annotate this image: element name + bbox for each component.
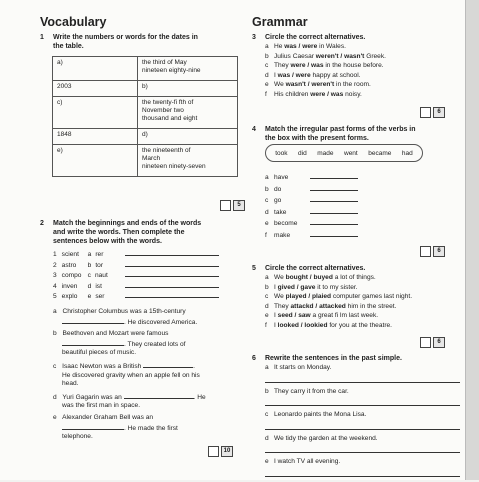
table-cell[interactable]: the twenty-fi fth of November two thousand and eight xyxy=(138,97,238,129)
match-letter: e xyxy=(87,293,92,300)
table-cell[interactable]: the third of May nineteen eighty-nine xyxy=(138,57,238,81)
sentence-text: . He discovered America. xyxy=(124,318,198,326)
alternative-item xyxy=(265,284,412,294)
sentence-text: noisy. xyxy=(343,90,362,98)
answer-line[interactable] xyxy=(124,392,194,399)
rewrite-answer-line[interactable] xyxy=(265,396,460,406)
item-letter: e xyxy=(265,81,269,89)
rewrite-answer-line[interactable] xyxy=(265,443,460,453)
item-letter: a xyxy=(265,174,269,181)
alternatives-choice[interactable]: bought / buyed xyxy=(285,274,333,281)
score-box-3: 6 xyxy=(420,107,445,117)
rewrite-answer-line[interactable] xyxy=(265,420,460,430)
verb-item xyxy=(265,184,358,196)
question-4-instruction: 4 Match the irregular past forms of the verbs in the box with the present forms. xyxy=(252,126,416,142)
sentence-text: Christopher Columbus was a 15th-century xyxy=(60,308,186,315)
word-beginning: explo xyxy=(61,293,78,300)
item-letter: c xyxy=(53,362,57,370)
sentence-text: Leonardo paints the Mona Lisa. xyxy=(274,411,367,418)
sentence-text: They xyxy=(274,62,291,70)
alternative-item xyxy=(265,293,412,303)
alternative-item xyxy=(265,72,386,82)
match-row xyxy=(53,291,219,302)
sentence-list xyxy=(53,308,206,445)
question-3-list xyxy=(265,43,386,101)
alternatives-choice[interactable]: was / were xyxy=(284,43,318,50)
match-letter: a xyxy=(87,251,92,258)
item-letter: f xyxy=(265,90,267,98)
sentence-item xyxy=(53,414,206,442)
table-row xyxy=(53,97,238,129)
word-ending: tor xyxy=(95,261,104,269)
sentence-text: it to my sister. xyxy=(315,283,358,291)
alternative-item xyxy=(265,53,386,63)
item-letter: c xyxy=(265,411,269,418)
sentence-text: Julius Caesar xyxy=(274,52,316,60)
match-list xyxy=(53,249,219,302)
sentence-text: I watch TV all evening. xyxy=(274,458,341,465)
item-letter: b xyxy=(265,387,269,395)
alternatives-choice[interactable]: looked / lookied xyxy=(277,321,328,329)
sentence-item xyxy=(53,392,206,411)
table-cell[interactable]: a) xyxy=(53,57,138,81)
sentence-text: . xyxy=(193,362,195,370)
verb-option: went xyxy=(344,149,358,157)
item-letter: d xyxy=(53,393,57,401)
alternative-item xyxy=(265,62,386,72)
word-beginning: astro xyxy=(61,261,77,269)
verb-item xyxy=(265,207,358,219)
question-1-instruction: 1 Write the numbers or words for the dates in the table. xyxy=(40,34,198,50)
verb-answer-line[interactable] xyxy=(310,230,358,237)
sentence-text: He xyxy=(274,43,285,50)
alternatives-choice[interactable]: was / were xyxy=(277,71,311,79)
sentence-text: . They created lots of xyxy=(124,340,186,348)
match-row xyxy=(53,249,219,260)
sentence-text: I xyxy=(274,321,278,329)
rewrite-item xyxy=(265,364,460,388)
sentence-text: him in the street. xyxy=(345,302,397,310)
score-input-1[interactable] xyxy=(220,200,231,211)
verb-present: do xyxy=(274,185,282,193)
alternatives-choice[interactable]: played / plaied xyxy=(285,293,332,301)
alternatives-choice[interactable]: weren't / wasn't xyxy=(315,52,365,60)
sentence-text: His children xyxy=(274,90,311,98)
item-letter: b xyxy=(53,330,57,338)
verb-item xyxy=(265,230,358,242)
match-number: 1 xyxy=(53,251,57,258)
sentence-text: telephone. xyxy=(62,433,93,441)
sentence-text: for you at the theatre. xyxy=(327,321,393,329)
verb-option: made xyxy=(317,149,334,157)
score-input-5[interactable] xyxy=(420,337,431,348)
sentence-item xyxy=(53,361,206,389)
alternatives-choice[interactable]: gived / gave xyxy=(277,283,316,291)
alternatives-choice[interactable]: wasn't / weren't xyxy=(285,81,335,89)
score-box-4: 6 xyxy=(420,246,445,256)
match-answer-line[interactable] xyxy=(125,270,219,277)
verb-present: make xyxy=(274,231,291,239)
verb-present: take xyxy=(274,208,287,216)
match-letter: c xyxy=(87,272,91,279)
sentence-text: They carry it from the car. xyxy=(274,387,349,395)
answer-line[interactable] xyxy=(62,339,124,346)
verb-present: go xyxy=(274,197,282,204)
item-letter: a xyxy=(265,274,269,281)
question-5-list xyxy=(265,274,412,332)
alternatives-choice[interactable]: seed / saw xyxy=(277,312,311,320)
match-answer-line[interactable] xyxy=(125,281,219,288)
sentence-text: Beethoven and Mozart were famous xyxy=(60,330,169,338)
sentence-text: We xyxy=(274,81,286,89)
table-cell[interactable]: d) xyxy=(138,129,238,145)
score-input-3[interactable] xyxy=(420,107,431,118)
alternative-item xyxy=(265,81,386,91)
grammar-heading: Grammar xyxy=(252,15,308,29)
match-number: 2 xyxy=(53,261,57,269)
verb-option: did xyxy=(298,149,307,157)
sentence-text: was the first man in space. xyxy=(62,402,141,410)
alternative-item xyxy=(265,303,412,313)
sentence-text: beautiful pieces of music. xyxy=(62,349,137,357)
alternatives-choice[interactable]: attackd / attacked xyxy=(290,302,346,310)
sentence-text: in Wales. xyxy=(317,43,346,50)
match-answer-line[interactable] xyxy=(125,249,219,256)
rewrite-item xyxy=(265,458,460,482)
answer-line[interactable] xyxy=(62,317,124,324)
alternative-item xyxy=(265,312,412,322)
sentence-text: It starts on Monday. xyxy=(274,364,332,371)
item-letter: b xyxy=(265,283,269,291)
sentence-text: I xyxy=(274,71,278,79)
match-row xyxy=(53,270,219,281)
page-edge xyxy=(465,0,479,480)
item-letter: e xyxy=(265,220,269,227)
table-row xyxy=(53,129,238,145)
sentence-text: I xyxy=(274,283,278,291)
item-letter: d xyxy=(265,302,269,310)
score-input-4[interactable] xyxy=(420,246,431,257)
question-5-instruction: 5 Circle the correct alternatives. xyxy=(252,265,366,272)
sentence-text: . He made the first xyxy=(124,424,178,432)
verb-answer-line[interactable] xyxy=(310,172,358,179)
sentence-text: We xyxy=(274,274,286,281)
word-ending: ser xyxy=(95,293,105,300)
table-cell[interactable]: 1848 xyxy=(53,129,138,145)
question-6-list xyxy=(265,364,460,482)
item-letter: e xyxy=(265,312,269,320)
score-box-5: 6 xyxy=(420,337,445,347)
table-row xyxy=(53,81,238,97)
item-letter: f xyxy=(265,321,267,329)
score-box-1: 5 xyxy=(220,200,245,210)
verb-answer-line[interactable] xyxy=(310,218,358,225)
item-letter: c xyxy=(265,197,269,204)
sentence-text: I xyxy=(274,312,278,320)
question-2-instruction: 2 Match the beginnings and ends of the words and write the words. Then complete the sentences below with the words. xyxy=(40,220,202,245)
item-letter: d xyxy=(265,71,269,79)
answer-line[interactable] xyxy=(143,361,193,368)
word-ending: ist xyxy=(95,282,102,290)
match-answer-line[interactable] xyxy=(125,260,219,267)
vocabulary-heading: Vocabulary xyxy=(40,15,107,29)
verb-option: took xyxy=(275,149,288,157)
match-number: 5 xyxy=(53,293,57,300)
sentence-text: Yuri Gagarin was an xyxy=(60,393,124,401)
item-letter: b xyxy=(265,185,269,193)
verb-answer-line[interactable] xyxy=(310,195,358,202)
table-row xyxy=(53,57,238,81)
sentence-item xyxy=(53,330,206,358)
rewrite-answer-line[interactable] xyxy=(265,467,460,477)
item-letter: a xyxy=(53,308,57,315)
item-letter: b xyxy=(265,52,269,60)
table-cell[interactable]: b) xyxy=(138,81,238,97)
match-answer-line[interactable] xyxy=(125,291,219,298)
word-beginning: scient xyxy=(61,251,79,258)
table-row xyxy=(53,145,238,177)
sentence-text: . He xyxy=(193,393,206,401)
rewrite-answer-line[interactable] xyxy=(265,373,460,383)
item-letter: e xyxy=(53,413,57,421)
verb-answer-line[interactable] xyxy=(310,184,358,191)
sentence-text: Alexander Graham Bell was an xyxy=(60,413,154,421)
table-cell[interactable]: e) xyxy=(53,145,138,177)
verb-present: have xyxy=(274,174,289,181)
sentence-text: Isaac Newton was a British xyxy=(60,362,144,370)
answer-line[interactable] xyxy=(62,423,124,430)
match-number: 4 xyxy=(53,282,57,290)
item-letter: f xyxy=(265,231,267,239)
alternative-item xyxy=(265,322,412,332)
rewrite-item xyxy=(265,411,460,435)
word-beginning: inven xyxy=(61,282,78,290)
verb-present: become xyxy=(274,220,298,227)
sentence-text: head. xyxy=(62,380,79,388)
verb-box xyxy=(265,144,423,162)
score-box-2: 10 xyxy=(208,446,233,456)
alternative-item xyxy=(265,91,386,101)
alternatives-choice[interactable]: were / was xyxy=(310,90,344,98)
item-letter: e xyxy=(265,458,269,465)
rewrite-item xyxy=(265,435,460,459)
question-6-instruction: 6 Rewrite the sentences in the past simple. xyxy=(252,355,402,362)
sentence-text: We tidy the garden at the weekend. xyxy=(274,434,378,442)
table-cell[interactable]: c) xyxy=(53,97,138,129)
sentence-text: in the room. xyxy=(334,81,371,89)
sentence-text: He discovered gravity when an apple fell on his xyxy=(62,371,200,379)
sentence-text: a lot of things. xyxy=(332,274,376,281)
sentence-text: in the house before. xyxy=(323,62,384,70)
match-row xyxy=(53,260,219,271)
alternatives-choice[interactable]: were / was xyxy=(290,62,324,70)
match-letter: d xyxy=(87,282,92,290)
question-3-instruction: 3 Circle the correct alternatives. xyxy=(252,34,366,41)
sentence-item xyxy=(53,308,206,327)
table-cell[interactable]: 2003 xyxy=(53,81,138,97)
word-ending: rer xyxy=(95,251,104,258)
item-letter: c xyxy=(265,62,269,70)
item-letter: a xyxy=(265,364,269,371)
item-letter: d xyxy=(265,208,269,216)
verb-answer-line[interactable] xyxy=(310,207,358,214)
score-input-2[interactable] xyxy=(208,446,219,457)
item-letter: c xyxy=(265,293,269,301)
sentence-text: a great fi lm last week. xyxy=(310,312,379,320)
match-row xyxy=(53,281,219,292)
table-cell[interactable]: the nineteenth of March nineteen ninety-seven xyxy=(138,145,238,177)
verb-item xyxy=(265,218,358,230)
dates-table xyxy=(52,56,238,177)
rewrite-item xyxy=(265,388,460,412)
word-beginning: compo xyxy=(61,272,82,279)
item-letter: d xyxy=(265,434,269,442)
sentence-text: happy at school. xyxy=(310,71,361,79)
sentence-text: They xyxy=(274,302,291,310)
alternative-item xyxy=(265,43,386,53)
item-letter: a xyxy=(265,43,269,50)
alternative-item xyxy=(265,274,412,284)
sentence-text: We xyxy=(274,293,286,301)
verb-item xyxy=(265,195,358,207)
match-letter: b xyxy=(87,261,92,269)
verb-item xyxy=(265,172,358,184)
sentence-text: Greek. xyxy=(364,52,386,60)
verb-option: became xyxy=(368,149,392,157)
verb-option: had xyxy=(401,149,413,157)
word-ending: naut xyxy=(94,272,108,279)
question-4-list xyxy=(265,172,358,241)
sentence-text: computer games last night. xyxy=(331,293,413,301)
match-number: 3 xyxy=(53,272,57,279)
